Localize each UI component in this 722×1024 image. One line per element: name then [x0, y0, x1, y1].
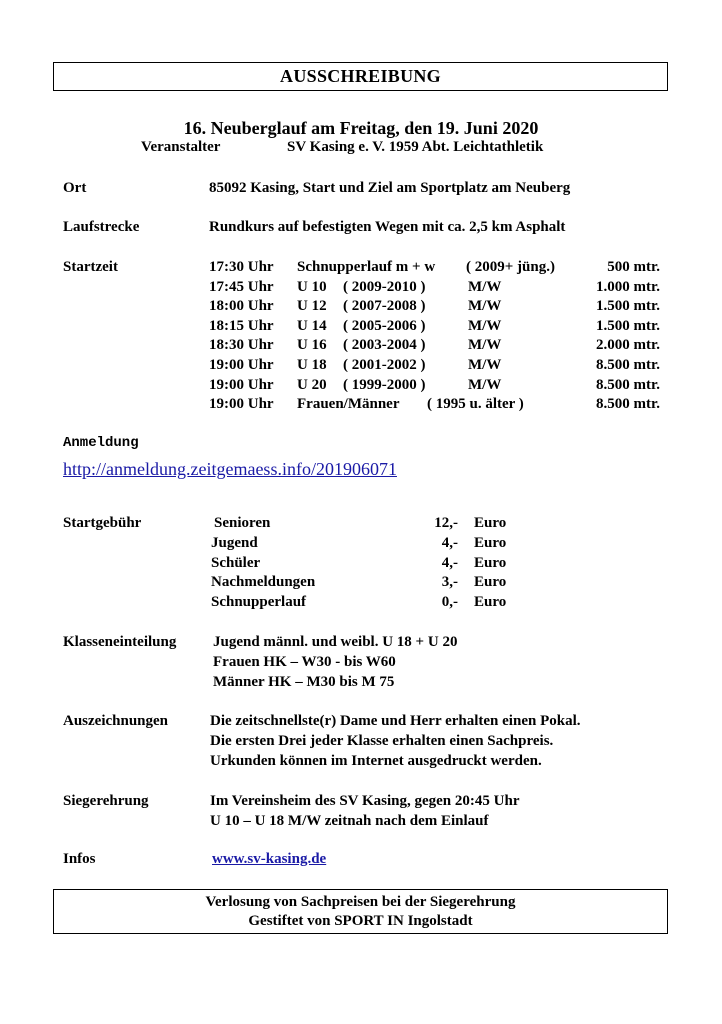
fee-currency: Euro	[474, 554, 507, 571]
fee-currency: Euro	[474, 574, 507, 591]
siegerehrung-line: Im Vereinsheim des SV Kasing, gegen 20:45 Uhr	[210, 793, 520, 809]
start-years: ( 2009-2010 )	[343, 278, 426, 295]
document-title: AUSSCHREIBUNG	[280, 66, 441, 86]
start-gender: M/W	[468, 357, 502, 373]
event-headline: 16. Neuberglauf am Freitag, den 19. Juni 2020	[183, 118, 539, 138]
siegerehrung-line: U 10 – U 18 M/W zeitnah nach dem Einlauf	[210, 813, 489, 829]
start-distance: 8.500 mtr.	[595, 376, 660, 393]
start-time: 17:45 Uhr	[209, 278, 274, 295]
fee-amount: 4,-	[441, 534, 458, 551]
klasse-line: Männer HK – M30 bis M 75	[213, 674, 395, 690]
start-gender: M/W	[468, 298, 502, 315]
auszeichnung-line: Die zeitschnellste(r) Dame und Herr erhalten einen Pokal.	[210, 713, 581, 729]
footer-box	[53, 889, 668, 934]
fee-name: Senioren	[214, 515, 271, 531]
fee-name: Nachmeldungen	[211, 574, 316, 591]
start-class: Schnupperlauf m + w	[297, 259, 436, 275]
laufstrecke-label: Laufstrecke	[63, 219, 140, 235]
start-years: ( 2001-2002 )	[343, 357, 426, 373]
start-distance: 8.500 mtr.	[595, 396, 660, 413]
start-years: ( 2005-2006 )	[343, 317, 426, 334]
start-class: U 20	[297, 376, 327, 393]
fee-name: Schnupperlauf	[211, 594, 307, 611]
fee-amount: 12,-	[434, 515, 458, 531]
footer-line-2: Gestiftet von SPORT IN Ingolstadt	[248, 913, 473, 929]
organizer-name: SV Kasing e. V. 1959 Abt. Leichtathletik	[287, 139, 544, 155]
startgebuehr-label: Startgebühr	[63, 515, 142, 531]
fee-currency: Euro	[474, 534, 507, 551]
klasse-line: Frauen HK – W30 - bis W60	[213, 654, 396, 670]
start-class: U 16	[297, 337, 327, 354]
auszeichnung-line: Urkunden können im Internet ausgedruckt werden.	[210, 753, 542, 769]
start-distance: 1.500 mtr.	[595, 298, 660, 315]
fee-amount: 4,-	[441, 554, 458, 571]
startzeit-label: Startzeit	[63, 259, 118, 275]
start-distance: 1.000 mtr.	[595, 278, 660, 295]
start-time: 19:00 Uhr	[209, 396, 274, 413]
start-class: Frauen/Männer	[297, 396, 400, 413]
auszeichnungen-label: Auszeichnungen	[63, 713, 169, 729]
start-gender: M/W	[468, 317, 502, 334]
start-gender: M/W	[468, 337, 502, 354]
fee-currency: Euro	[474, 515, 507, 531]
start-time: 18:30 Uhr	[209, 337, 274, 354]
infos-link[interactable]: www.sv-kasing.de	[212, 851, 327, 867]
start-class: U 14	[297, 317, 327, 334]
anmeldung-label: Anmeldung	[63, 435, 139, 451]
start-class: U 10	[297, 278, 327, 295]
organizer-label: Veranstalter	[141, 139, 221, 155]
ort-value: 85092 Kasing, Start und Ziel am Sportplatz am Neuberg	[209, 180, 571, 196]
fee-name: Jugend	[211, 534, 258, 551]
start-class: U 18	[297, 357, 327, 373]
start-years: ( 1995 u. älter )	[427, 396, 524, 413]
fee-amount: 0,-	[441, 594, 458, 611]
klasseneinteilung-label: Klasseneinteilung	[63, 634, 177, 650]
laufstrecke-value: Rundkurs auf befestigten Wegen mit ca. 2,5 km Asphalt	[209, 219, 566, 235]
start-years: ( 2007-2008 )	[343, 298, 426, 315]
footer-line-1: Verlosung von Sachpreisen bei der Siegerehrung	[205, 894, 516, 910]
start-distance: 500 mtr.	[607, 259, 660, 275]
start-distance: 2.000 mtr.	[595, 337, 660, 354]
start-time: 18:00 Uhr	[209, 298, 274, 315]
klasse-line: Jugend männl. und weibl. U 18 + U 20	[213, 634, 458, 650]
title-box	[53, 62, 668, 91]
infos-label: Infos	[63, 851, 96, 867]
fee-currency: Euro	[474, 594, 507, 611]
start-class: U 12	[297, 298, 327, 315]
fee-name: Schüler	[211, 554, 261, 571]
start-years: ( 2003-2004 )	[343, 337, 426, 354]
start-time: 19:00 Uhr	[209, 376, 274, 393]
start-distance: 8.500 mtr.	[595, 357, 660, 373]
start-time: 17:30 Uhr	[209, 259, 274, 275]
start-years: ( 1999-2000 )	[343, 376, 426, 393]
start-gender: M/W	[468, 376, 502, 393]
auszeichnung-line: Die ersten Drei jeder Klasse erhalten einen Sachpreis.	[210, 733, 554, 749]
siegerehrung-label: Siegerehrung	[63, 793, 149, 809]
start-distance: 1.500 mtr.	[595, 317, 660, 334]
fee-amount: 3,-	[441, 574, 458, 591]
start-time: 19:00 Uhr	[209, 357, 274, 373]
start-years: ( 2009+ jüng.)	[466, 259, 555, 275]
anmeldung-link[interactable]: http://anmeldung.zeitgemaess.info/201906071	[63, 459, 397, 479]
start-time: 18:15 Uhr	[209, 317, 274, 334]
ort-label: Ort	[63, 180, 87, 196]
start-gender: M/W	[468, 278, 502, 295]
